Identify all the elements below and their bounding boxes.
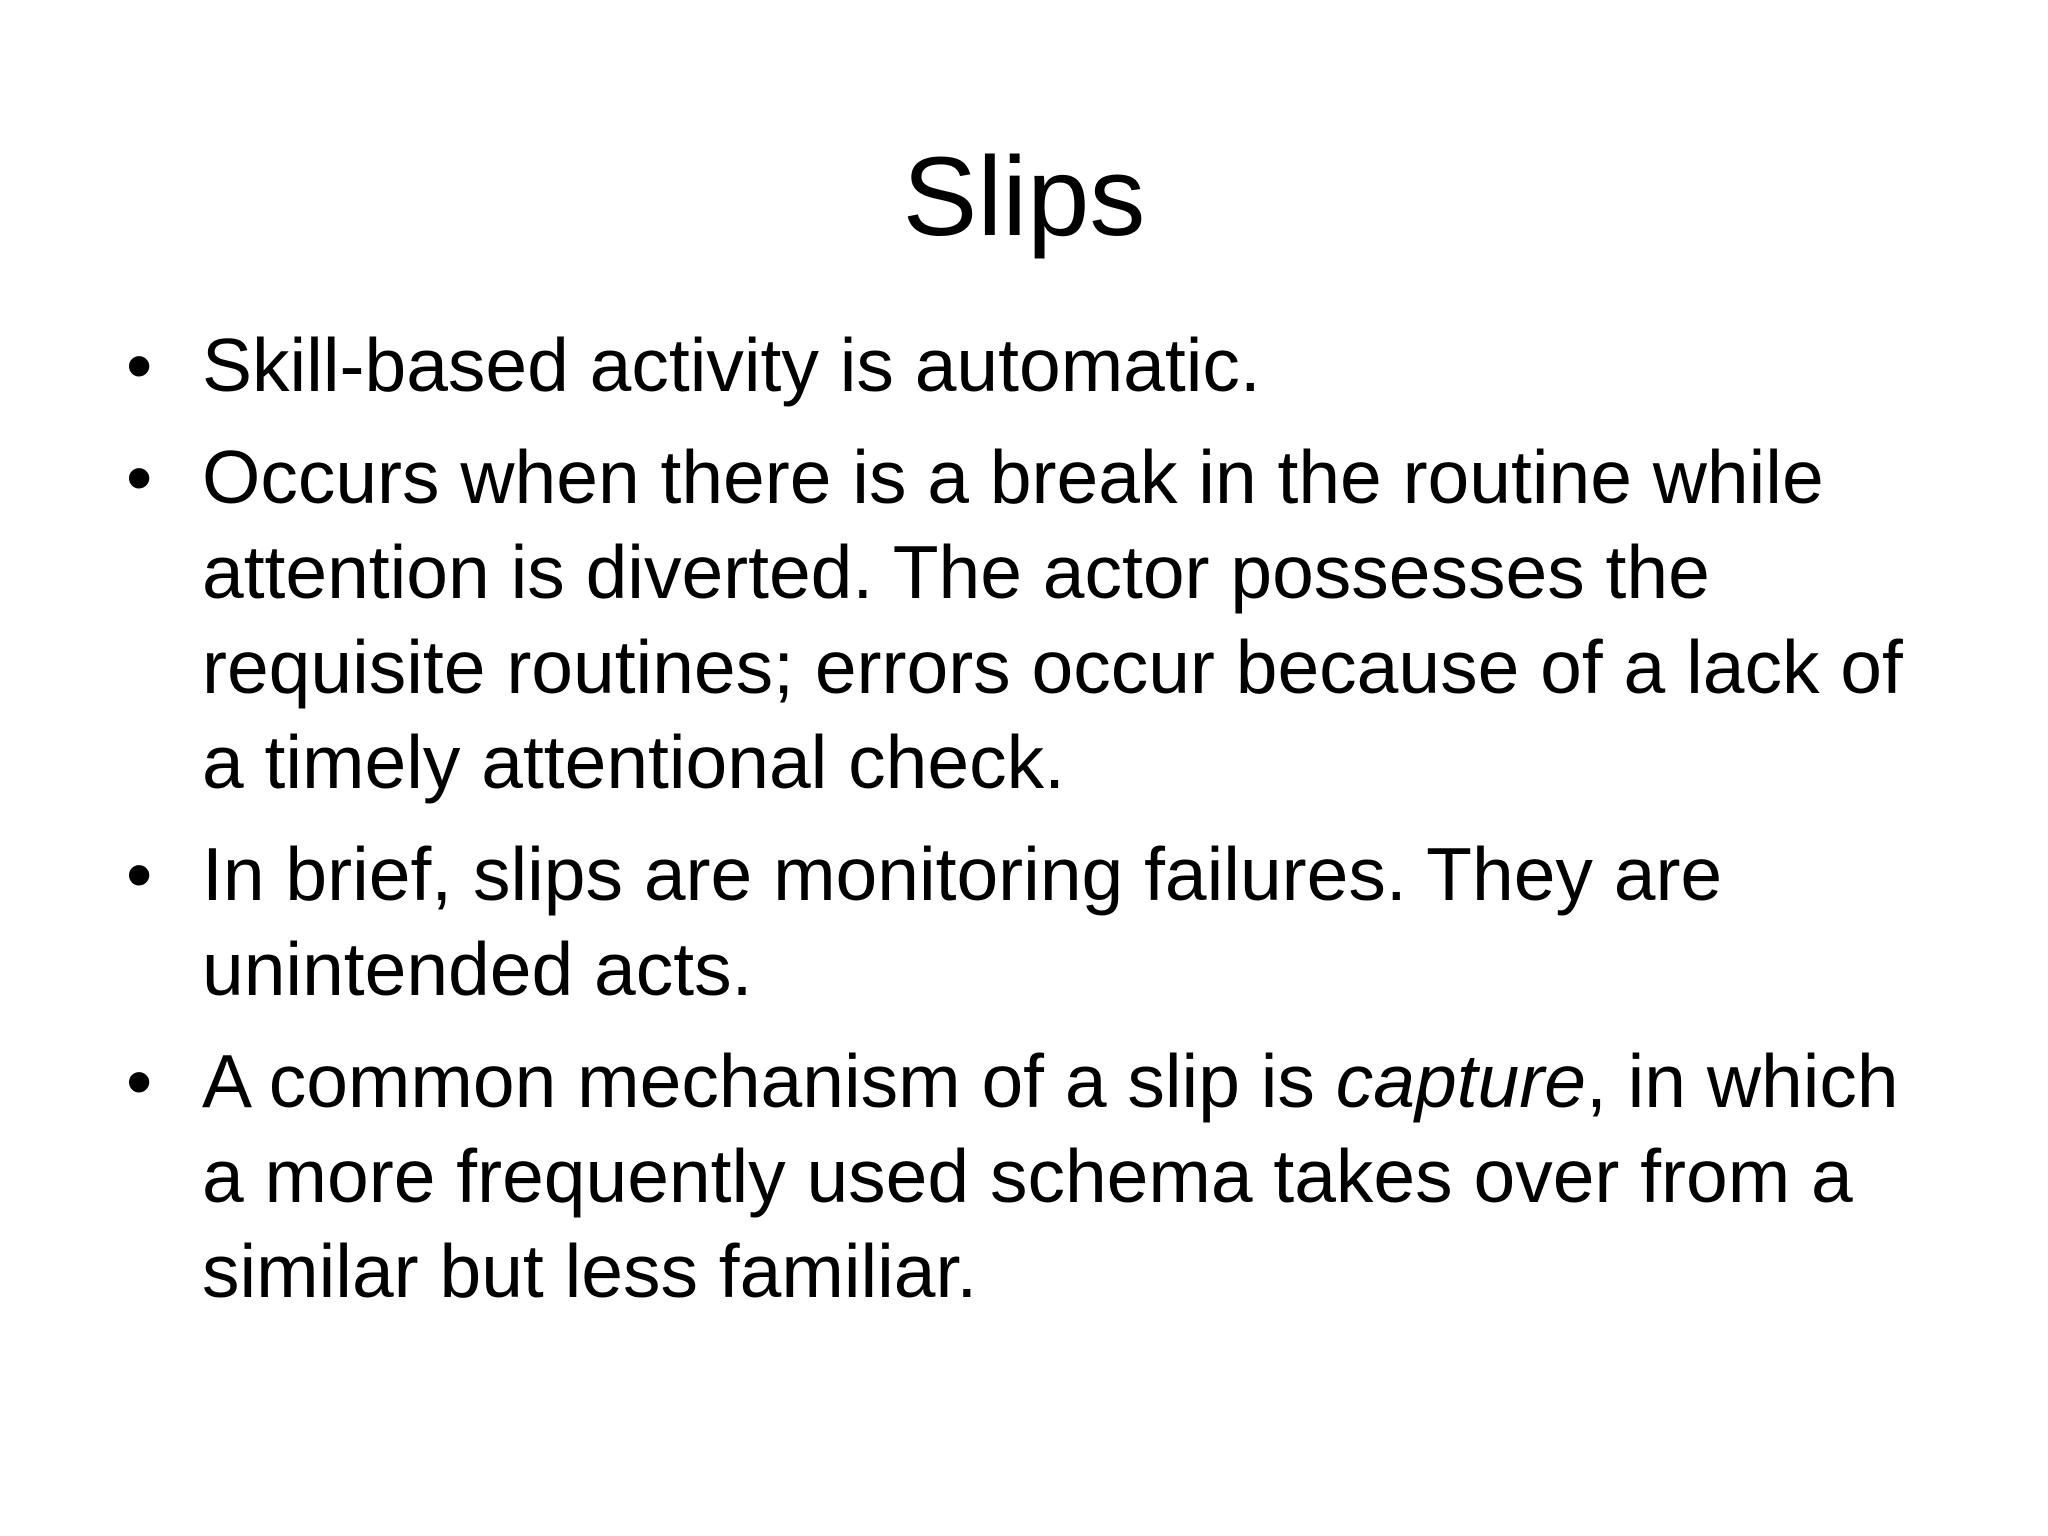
bullet-dot-icon: • bbox=[126, 323, 153, 407]
bullet-text bbox=[202, 1039, 1899, 1313]
bullet-emphasis: capture bbox=[1335, 1039, 1586, 1123]
bullet-text: Occurs when there is a break in the routine while attention is diverted. The actor possesses the requisite routines; errors occur because of a lack of a timely attentional check. bbox=[202, 435, 1903, 804]
bullet-item bbox=[120, 430, 1940, 810]
bullet-item bbox=[120, 1034, 1940, 1319]
bullet-text-after: , in which a more frequently used schema takes over from a similar but less familiar. bbox=[202, 1039, 1899, 1313]
bullet-item bbox=[120, 827, 1940, 1017]
bullet-list bbox=[120, 318, 1940, 1336]
bullet-text: Skill-based activity is automatic. bbox=[202, 323, 1261, 407]
bullet-dot-icon: • bbox=[126, 832, 153, 916]
bullet-item bbox=[120, 318, 1940, 413]
bullet-dot-icon: • bbox=[126, 435, 153, 519]
slide-title: Slips bbox=[902, 134, 1146, 259]
bullet-dot-icon: • bbox=[126, 1039, 153, 1123]
bullet-text-before: A common mechanism of a slip is bbox=[202, 1039, 1336, 1123]
bullet-text: In brief, slips are monitoring failures. They are unintended acts. bbox=[202, 832, 1723, 1011]
